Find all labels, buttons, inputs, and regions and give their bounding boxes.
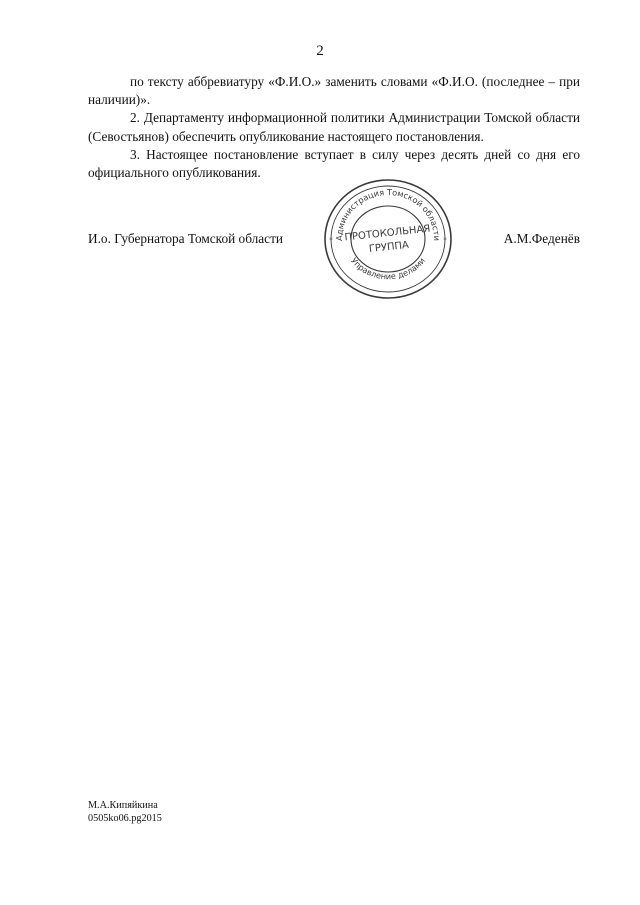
stamp-center-line1: ПРОТОКОЛЬНАЯ: [344, 223, 431, 244]
signatory-name: А.М.Феденёв: [503, 231, 580, 246]
official-stamp: [320, 176, 456, 302]
footer-author: М.А.Кипяйкина: [88, 800, 158, 811]
page-number: 2: [316, 43, 324, 59]
svg-text:*: *: [443, 236, 447, 244]
document-body: [88, 73, 580, 182]
paragraph-continuation: по тексту аббревиатуру «Ф.И.О.» заменить словами «Ф.И.О. (последнее – при наличии)».: [88, 74, 580, 108]
document-footer: [88, 799, 162, 825]
stamp-outer-top-text: Администрация Томской области: [333, 186, 443, 242]
svg-text:*: *: [329, 236, 333, 244]
stamp-outer-bottom-text: Управление делами: [349, 255, 427, 282]
signatory-position: И.о. Губернатора Томской области: [88, 231, 284, 246]
paragraph-3: 3. Настоящее постановление вступает в силу через десять дней со дня его официального опубликования.: [88, 146, 580, 181]
stamp-center-line2: ГРУППА: [368, 239, 410, 256]
footer-file-code: 0505ko06.pg2015: [88, 813, 162, 824]
stamp-seal-icon: [320, 176, 456, 302]
paragraph-2: 2. Департаменту информационной политики Администрации Томской области (Севостьянов) обеспечить опубликование настоящего постановления.: [88, 110, 580, 144]
